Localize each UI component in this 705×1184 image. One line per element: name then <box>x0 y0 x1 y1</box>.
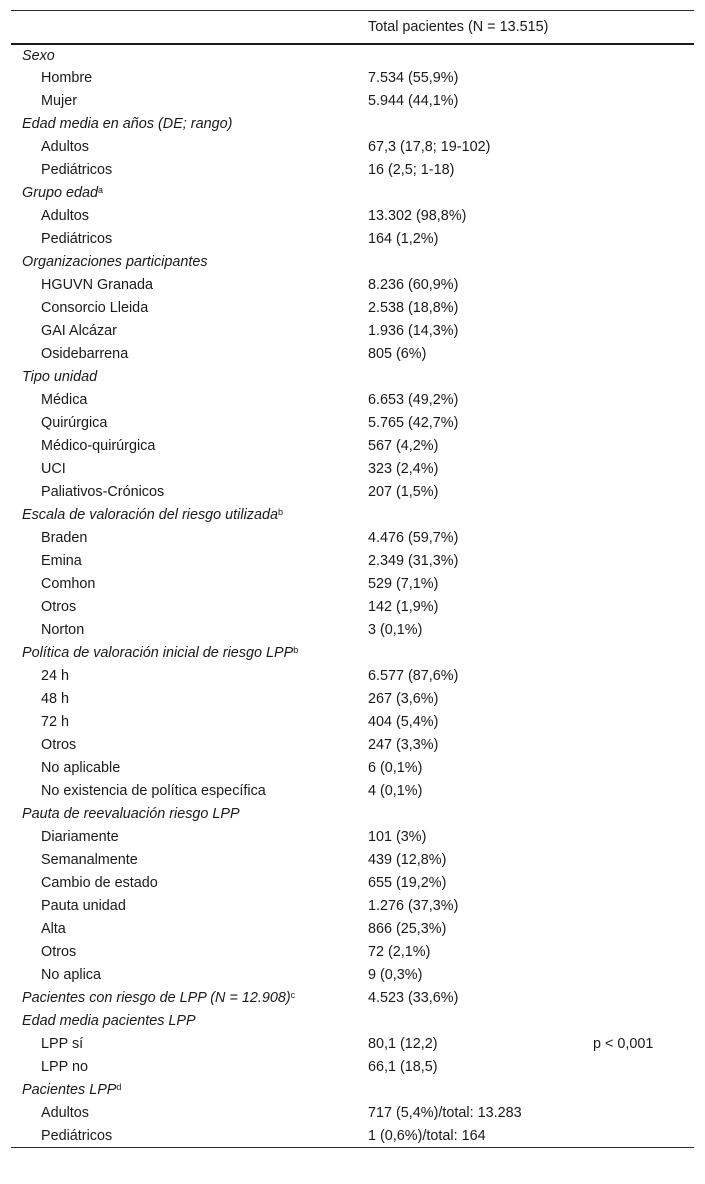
p-value <box>581 1079 694 1102</box>
patients-table <box>11 10 694 1148</box>
table-header-row <box>11 11 694 44</box>
row-label <box>11 481 358 504</box>
total-value: 3 (0,1%) <box>368 622 423 638</box>
footnote-marker: d <box>116 1082 122 1092</box>
table-row <box>11 1125 694 1148</box>
total-value: 164 (1,2%) <box>368 231 439 247</box>
p-value <box>581 67 694 90</box>
total-value: 9 (0,3%) <box>368 967 423 983</box>
table-row <box>11 780 694 803</box>
total-value: 1 (0,6%)/total: 164 <box>358 1125 581 1148</box>
label-text: Otros <box>41 599 77 615</box>
label-text: Comhon <box>41 576 96 592</box>
p-value <box>581 734 694 757</box>
table-body <box>11 44 694 1148</box>
label-text: 48 h <box>41 691 70 707</box>
category-label <box>11 504 358 527</box>
table-row <box>11 435 694 458</box>
table-row <box>11 205 694 228</box>
table-row <box>11 826 694 849</box>
label-text: Pediátricos <box>41 231 113 247</box>
category-row <box>11 987 694 1010</box>
header-total-col: Total pacientes (N = 13.515) <box>358 11 581 44</box>
row-label <box>11 619 358 642</box>
p-value <box>581 90 694 113</box>
row-label <box>11 320 358 343</box>
total-value: 1.936 (14,3%) <box>368 323 459 339</box>
total-value <box>358 113 581 136</box>
row-label <box>11 458 358 481</box>
total-value: 16 (2,5; 1-18) <box>368 162 455 178</box>
row-label <box>11 780 358 803</box>
label-text: Edad media pacientes LPP <box>22 1013 196 1029</box>
label-text: Diariamente <box>41 829 119 845</box>
p-value <box>581 987 694 1010</box>
table-row <box>11 297 694 320</box>
category-label <box>11 803 358 826</box>
p-value <box>581 573 694 596</box>
total-value: 6 (0,1%) <box>368 760 423 776</box>
label-text: Grupo edad <box>22 185 99 201</box>
total-value <box>358 1010 581 1033</box>
table-row <box>11 1033 694 1056</box>
table-row <box>11 320 694 343</box>
table-row <box>11 90 694 113</box>
table-row <box>11 665 694 688</box>
table-row <box>11 67 694 90</box>
row-label <box>11 435 358 458</box>
table-row <box>11 596 694 619</box>
row-label <box>11 67 358 90</box>
total-value: 101 (3%) <box>368 829 427 845</box>
row-label <box>11 136 358 159</box>
category-row <box>11 803 694 826</box>
p-value <box>581 389 694 412</box>
footnote-marker: a <box>98 185 104 195</box>
label-text: Sexo <box>22 47 55 64</box>
p-value <box>581 228 694 251</box>
label-text: Emina <box>41 553 82 569</box>
table-row <box>11 895 694 918</box>
table-row <box>11 619 694 642</box>
label-text: 24 h <box>41 668 70 684</box>
total-value: 404 (5,4%) <box>368 714 439 730</box>
row-label <box>11 205 358 228</box>
label-text: Norton <box>41 622 85 638</box>
header-p-col <box>581 11 694 44</box>
row-label <box>11 412 358 435</box>
row-label <box>11 665 358 688</box>
category-row <box>11 182 694 205</box>
total-value <box>358 251 581 274</box>
row-label <box>11 1033 358 1056</box>
label-text: Organizaciones participantes <box>22 254 208 270</box>
label-text: No aplica <box>41 967 101 983</box>
label-text: Semanalmente <box>41 852 138 868</box>
total-value: 66,1 (18,5) <box>368 1059 438 1075</box>
label-text: Osidebarrena <box>41 346 129 362</box>
p-value <box>581 757 694 780</box>
table-row <box>11 688 694 711</box>
row-label <box>11 734 358 757</box>
total-value: 439 (12,8%) <box>368 852 447 868</box>
label-text: Pacientes con riesgo de LPP (N = 12.908) <box>22 990 291 1006</box>
total-value: 323 (2,4%) <box>368 461 439 477</box>
p-value <box>581 918 694 941</box>
p-value <box>581 688 694 711</box>
label-text: Paliativos-Crónicos <box>41 484 165 500</box>
p-value <box>581 895 694 918</box>
table-row <box>11 159 694 182</box>
category-row <box>11 1010 694 1033</box>
p-value <box>581 941 694 964</box>
p-value <box>581 550 694 573</box>
p-value <box>581 826 694 849</box>
label-text: Pauta de reevaluación riesgo LPP <box>22 806 240 822</box>
table-row <box>11 941 694 964</box>
p-value <box>581 113 694 136</box>
total-value: 142 (1,9%) <box>368 599 439 615</box>
row-label <box>11 688 358 711</box>
table-row <box>11 527 694 550</box>
p-value <box>581 780 694 803</box>
p-value <box>581 504 694 527</box>
table-row <box>11 964 694 987</box>
row-label <box>11 596 358 619</box>
footnote-marker: c <box>290 990 296 1000</box>
total-value: 866 (25,3%) <box>368 921 447 937</box>
table-row <box>11 389 694 412</box>
category-row <box>11 366 694 389</box>
total-value <box>358 1079 581 1102</box>
label-text: Pediátricos <box>41 162 113 178</box>
label-text: Médica <box>41 392 88 408</box>
row-label <box>11 389 358 412</box>
total-value <box>358 803 581 826</box>
p-value <box>581 297 694 320</box>
table-row <box>11 550 694 573</box>
row-label <box>11 895 358 918</box>
total-value: 72 (2,1%) <box>368 944 431 960</box>
table-row <box>11 1102 694 1125</box>
table-row <box>11 918 694 941</box>
p-value <box>581 159 694 182</box>
row-label <box>11 274 358 297</box>
total-value: 80,1 (12,2) <box>368 1036 438 1052</box>
total-value: 247 (3,3%) <box>368 737 439 753</box>
row-label <box>11 228 358 251</box>
label-text: No aplicable <box>41 760 121 776</box>
total-value <box>358 44 581 67</box>
row-label <box>11 297 358 320</box>
row-label <box>11 527 358 550</box>
category-label <box>11 987 358 1010</box>
total-value: 655 (19,2%) <box>368 875 447 891</box>
label-text: Tipo unidad <box>22 369 98 385</box>
total-value: 4 (0,1%) <box>368 783 423 799</box>
p-value <box>581 412 694 435</box>
label-text: Adultos <box>41 139 89 155</box>
category-label <box>11 113 358 136</box>
table-row <box>11 849 694 872</box>
row-label <box>11 1102 358 1125</box>
row-label <box>11 826 358 849</box>
p-value <box>581 1010 694 1033</box>
footnote-marker: b <box>293 645 299 655</box>
total-value: 4.523 (33,6%) <box>368 990 459 1006</box>
label-text: Hombre <box>41 70 93 86</box>
p-value <box>581 1125 694 1148</box>
table-row <box>11 1056 694 1079</box>
category-label <box>11 1079 358 1102</box>
p-value <box>581 320 694 343</box>
label-text: Braden <box>41 530 88 546</box>
total-value: 7.534 (55,9%) <box>368 70 459 86</box>
table-row <box>11 228 694 251</box>
p-value <box>581 435 694 458</box>
table-row <box>11 412 694 435</box>
p-value: p < 0,001 <box>593 1036 654 1052</box>
category-label <box>11 182 358 205</box>
table-row <box>11 343 694 366</box>
label-text: 72 h <box>41 714 70 730</box>
p-value <box>581 619 694 642</box>
row-label <box>11 550 358 573</box>
label-text: No existencia de política específica <box>41 783 266 799</box>
p-value <box>581 665 694 688</box>
p-value <box>581 596 694 619</box>
p-value <box>581 642 694 665</box>
row-label <box>11 1056 358 1079</box>
label-text: Cambio de estado <box>41 875 158 891</box>
label-text: Alta <box>41 921 66 937</box>
label-text: Escala de valoración del riesgo utilizada <box>22 507 278 523</box>
label-text: Pacientes LPP <box>22 1082 117 1098</box>
label-text: LPP no <box>41 1059 88 1075</box>
total-value: 2.349 (31,3%) <box>368 553 459 569</box>
category-label <box>11 1010 358 1033</box>
p-value <box>581 849 694 872</box>
total-value <box>358 182 581 205</box>
table-row <box>11 734 694 757</box>
label-text: Adultos <box>41 1105 89 1121</box>
total-value <box>358 366 581 389</box>
total-value: 2.538 (18,8%) <box>368 300 459 316</box>
table-row <box>11 136 694 159</box>
row-label <box>11 1125 358 1148</box>
table-row <box>11 274 694 297</box>
total-value: 6.653 (49,2%) <box>368 392 459 408</box>
table-row <box>11 872 694 895</box>
label-text: LPP sí <box>41 1036 84 1052</box>
p-value <box>581 343 694 366</box>
p-value <box>581 1056 694 1079</box>
p-value <box>581 44 694 67</box>
label-text: HGUVN Granada <box>41 277 153 293</box>
row-label <box>11 711 358 734</box>
table-row <box>11 573 694 596</box>
row-label <box>11 573 358 596</box>
total-value: 6.577 (87,6%) <box>368 668 459 684</box>
total-value: 67,3 (17,8; 19-102) <box>368 139 491 155</box>
row-label <box>11 849 358 872</box>
category-row <box>11 1079 694 1102</box>
header-label-col <box>11 11 358 44</box>
label-text: Quirúrgica <box>41 415 108 431</box>
p-value <box>581 481 694 504</box>
p-value <box>581 205 694 228</box>
category-label <box>11 251 358 274</box>
row-label <box>11 343 358 366</box>
row-label <box>11 964 358 987</box>
total-value: 13.302 (98,8%) <box>368 208 467 224</box>
p-value <box>581 1102 694 1125</box>
row-label <box>11 918 358 941</box>
category-row <box>11 113 694 136</box>
p-value <box>581 251 694 274</box>
p-value <box>581 872 694 895</box>
table-row <box>11 481 694 504</box>
p-value <box>581 366 694 389</box>
total-value: 567 (4,2%) <box>368 438 439 454</box>
label-text: Edad media en años (DE; rango) <box>22 116 233 132</box>
label-text: Otros <box>41 944 77 960</box>
label-text: Otros <box>41 737 77 753</box>
total-value: 4.476 (59,7%) <box>368 530 459 546</box>
category-row <box>11 504 694 527</box>
label-text: Política de valoración inicial de riesgo LPP <box>22 645 294 661</box>
p-value <box>581 182 694 205</box>
total-value: 1.276 (37,3%) <box>368 898 459 914</box>
label-text: Adultos <box>41 208 89 224</box>
p-value <box>581 964 694 987</box>
label-text: Mujer <box>41 93 77 109</box>
footnote-marker: b <box>277 507 283 517</box>
category-row <box>11 251 694 274</box>
p-value <box>581 136 694 159</box>
total-value: 5.765 (42,7%) <box>368 415 459 431</box>
p-value <box>581 711 694 734</box>
table-row <box>11 757 694 780</box>
label-text: Pediátricos <box>41 1127 113 1144</box>
total-value: 5.944 (44,1%) <box>368 93 459 109</box>
p-value <box>581 274 694 297</box>
label-text: UCI <box>41 461 66 477</box>
total-value: 805 (6%) <box>368 346 427 362</box>
table-row <box>11 458 694 481</box>
p-value <box>581 458 694 481</box>
label-text: GAI Alcázar <box>41 323 117 339</box>
row-label <box>11 941 358 964</box>
category-label <box>11 642 358 665</box>
total-value <box>358 504 581 527</box>
total-value: 529 (7,1%) <box>368 576 439 592</box>
row-label <box>11 757 358 780</box>
total-value: 8.236 (60,9%) <box>368 277 459 293</box>
category-label <box>11 44 358 67</box>
total-value: 717 (5,4%)/total: 13.283 <box>368 1105 522 1121</box>
label-text: Consorcio Lleida <box>41 300 149 316</box>
category-row <box>11 642 694 665</box>
row-label <box>11 90 358 113</box>
total-value: 267 (3,6%) <box>368 691 439 707</box>
row-label <box>11 872 358 895</box>
p-value <box>581 803 694 826</box>
total-value <box>358 642 581 665</box>
p-value <box>581 527 694 550</box>
category-row <box>11 44 694 67</box>
label-text: Pauta unidad <box>41 898 126 914</box>
table-row <box>11 711 694 734</box>
total-value: 207 (1,5%) <box>368 484 439 500</box>
row-label <box>11 159 358 182</box>
category-label <box>11 366 358 389</box>
label-text: Médico-quirúrgica <box>41 438 156 454</box>
